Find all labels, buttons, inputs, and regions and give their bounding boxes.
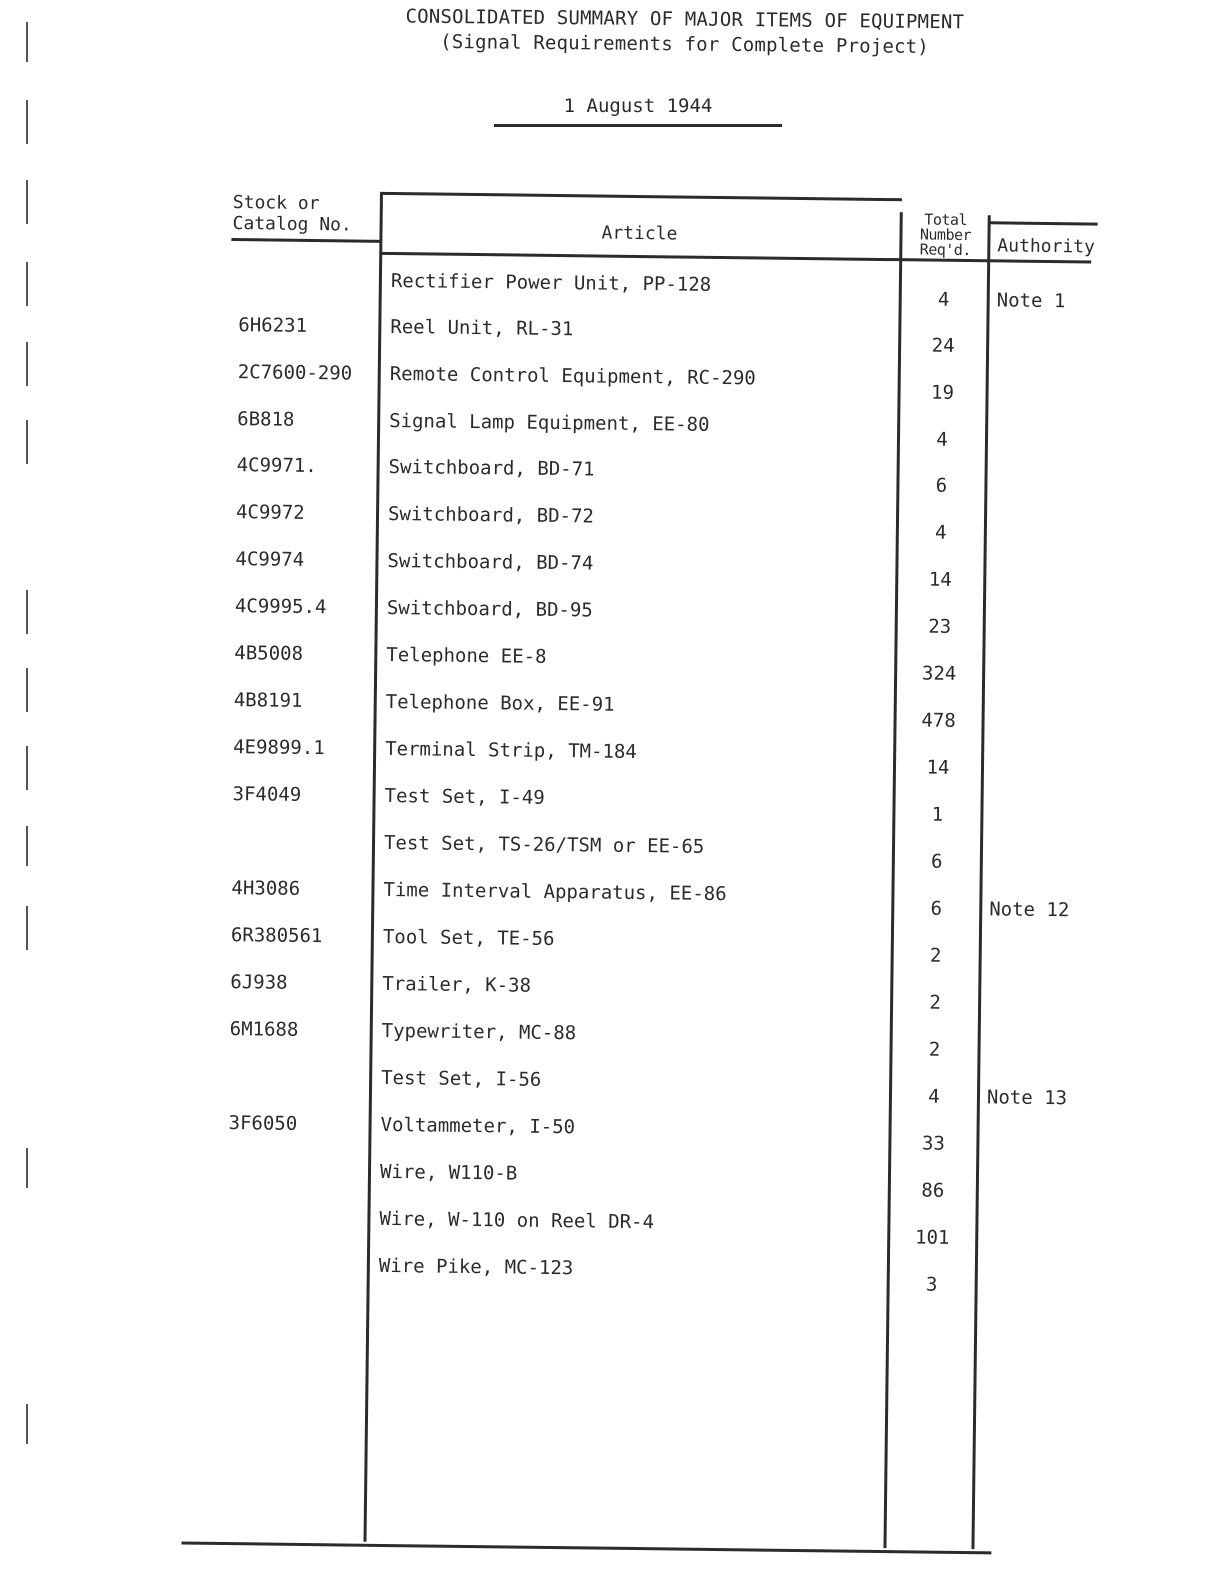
stock-number: 4B5008 xyxy=(234,642,304,665)
quantity-required: 101 xyxy=(914,1226,950,1249)
article-name: Time Interval Apparatus, EE-86 xyxy=(383,878,727,906)
article-name: Wire, W110-B xyxy=(379,1160,518,1185)
quantity-required: 4 xyxy=(928,1085,940,1108)
article-name: Telephone EE-8 xyxy=(386,643,547,668)
article-name: Terminal Strip, TM-184 xyxy=(385,737,637,764)
stock-number: 6R380561 xyxy=(230,924,323,948)
stock-number: 4E9899.1 xyxy=(233,736,325,760)
stock-number: 4C9971. xyxy=(236,454,317,478)
article-name: Signal Lamp Equipment, EE-80 xyxy=(389,409,710,436)
article-name: Switchboard, BD-72 xyxy=(387,502,595,528)
article-name: Tool Set, TE-56 xyxy=(382,925,555,951)
header-total-line-2: Number xyxy=(919,225,972,245)
article-name: Test Set, I-56 xyxy=(381,1066,542,1091)
authority-note: Note 13 xyxy=(986,1086,1068,1110)
quantity-required: 4 xyxy=(937,288,950,311)
header-authority: Authority xyxy=(997,235,1096,258)
stock-number: 3F6050 xyxy=(228,1112,298,1135)
quantity-required: 4 xyxy=(936,428,948,451)
quantity-required: 324 xyxy=(921,662,957,685)
article-name: Typewriter, MC-88 xyxy=(381,1019,577,1045)
article-name: Test Set, TS-26/TSM or EE-65 xyxy=(383,831,705,858)
quantity-required: 3 xyxy=(925,1273,938,1296)
table-bottom-rule xyxy=(181,1542,991,1555)
article-name: Reel Unit, RL-31 xyxy=(390,315,574,341)
article-name: Trailer, K-38 xyxy=(382,972,532,997)
article-name: Test Set, I-49 xyxy=(384,784,545,809)
quantity-required: 2 xyxy=(929,944,942,967)
quantity-required: 23 xyxy=(928,615,952,638)
quantity-required: 2 xyxy=(929,991,941,1014)
quantity-required: 19 xyxy=(930,381,955,404)
stock-number: 4H3086 xyxy=(231,877,301,900)
header-total-line-1: Total xyxy=(924,210,968,230)
article-name: Switchboard, BD-71 xyxy=(388,455,595,481)
stock-number: 2C7600-290 xyxy=(237,361,353,385)
article-name: Switchboard, BD-95 xyxy=(386,596,593,622)
header-total-number xyxy=(901,212,990,258)
header-top-rule-authority xyxy=(990,221,1098,225)
article-name: Rectifier Power Unit, PP-128 xyxy=(390,269,712,296)
quantity-required: 6 xyxy=(935,474,948,497)
quantity-required: 14 xyxy=(928,568,952,591)
header-stock-line-1: Stock or xyxy=(232,192,320,215)
authority-note: Note 12 xyxy=(989,898,1070,922)
document-date: 1 August 1944 xyxy=(494,94,782,127)
header-article: Article xyxy=(601,222,678,245)
header-stock-line-2: Catalog No. xyxy=(232,213,352,236)
stock-number: 4C9974 xyxy=(235,548,305,571)
article-name: Switchboard, BD-74 xyxy=(387,549,594,575)
title-line-2: (Signal Requirements for Complete Project) xyxy=(440,30,930,58)
quantity-required: 478 xyxy=(921,709,956,732)
quantity-required: 6 xyxy=(930,850,943,873)
article-name: Wire Pike, MC-123 xyxy=(378,1254,574,1280)
quantity-required: 4 xyxy=(934,521,947,544)
quantity-required: 33 xyxy=(921,1132,945,1155)
stock-number: 4C9972 xyxy=(235,501,305,524)
quantity-required: 14 xyxy=(926,756,950,779)
authority-note: Note 1 xyxy=(996,289,1066,313)
stock-number: 6B818 xyxy=(237,408,295,431)
stock-number: 4C9995.4 xyxy=(234,595,327,619)
header-total-line-3: Req'd. xyxy=(919,240,972,260)
article-name: Wire, W-110 on Reel DR-4 xyxy=(379,1207,655,1234)
stock-number: 6J938 xyxy=(230,971,288,994)
stock-number: 6H6231 xyxy=(238,314,308,337)
header-stock-catalog xyxy=(232,192,352,235)
quantity-required: 24 xyxy=(931,334,955,357)
header-top-rule xyxy=(382,192,902,201)
stock-number: 6M1688 xyxy=(229,1018,299,1041)
title-line-1: CONSOLIDATED SUMMARY OF MAJOR ITEMS OF EQUIPMENT xyxy=(405,5,965,34)
stock-number: 3F4049 xyxy=(232,783,302,806)
quantity-required: 6 xyxy=(930,897,943,920)
article-name: Remote Control Equipment, RC-290 xyxy=(389,362,756,390)
quantity-required: 2 xyxy=(928,1038,941,1061)
quantity-required: 86 xyxy=(921,1179,945,1202)
article-name: Voltammeter, I-50 xyxy=(380,1113,576,1139)
quantity-required: 1 xyxy=(931,803,944,826)
stock-number: 4B8191 xyxy=(233,689,303,712)
header-rule-stock xyxy=(231,238,381,243)
article-name: Telephone Box, EE-91 xyxy=(385,690,615,716)
